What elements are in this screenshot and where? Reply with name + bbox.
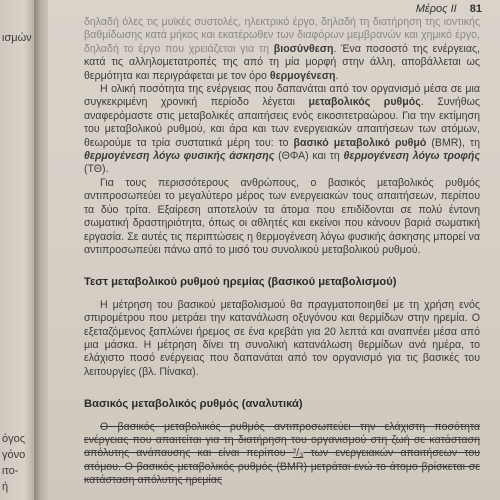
- page-content: [84, 16, 480, 488]
- running-head: [416, 3, 482, 15]
- heading-bmr-detailed: Βασικός μεταβολικός ρυθμός (αναλυτικά): [84, 398, 303, 411]
- book-page: [48, 0, 500, 500]
- left-page-fragment: ισμών: [2, 32, 32, 44]
- part-label: Μέρος ΙΙ: [415, 3, 457, 15]
- left-page-fragment: γόνο: [2, 449, 26, 461]
- paragraph-bmr-definition: Ο βασικός μεταβολικός ρυθμός αντιπροσωπεύει την ελάχιστη ποσότητα ενέργειας που απαιτείται για τη διατήρηση του οργανισμού στη ζωή σε κατάσταση απόλυτης ανάπαυσης και είναι περίπου ²/₃ των ενεργειακών απαιτήσεων του ατόμου. Ο βασικός μεταβολικός ρυθμός (BMR) μετράται ενώ το άτομο βρίσκεται σε κατάσταση απόλυτης ηρεμίας: [84, 420, 481, 487]
- paragraph-most-people: Για τους περισσότερους ανθρώπους, ο βασικός μεταβολικός ρυθμός αντιπροσωπεύει το μεγαλύτερο μέρος των ενεργειακών τους απαιτήσεων, περίπου τα δύο τρίτα. Εξαίρεση αποτελούν τα άτομα που επιδίδονται σε πολύ έντονη σωματική δραστηριότητα, όπως οι αθλητές και εκείνοι που κάνουν βαριά σωματική εργασία. Σε αυτές τις περιπτώσεις η θερμογένεση λόγω φυσικής άσκησης μπορεί να αντιπροσωπεύει πάνω από το μισό του συνολικού μεταβολικού ρυθμού.: [84, 176, 480, 256]
- left-page-fragment: όγος: [2, 433, 26, 445]
- left-page-edge: [0, 0, 34, 500]
- paragraph-energy-work: δηλαδή όλες τις μυϊκές συστολές, ηλεκτρικό έργο, δηλαδή τη διατήρηση της ιοντικής βαθμίδωσης κατά μήκος και εκατέρωθεν των διαφόρων μεμβρανών και χημικό έργο, δηλαδή το έργο που χρειάζεται για τη βιοσύνθεση. Ένα ποσοστό της ενέργειας, κατά τις αλληλομετατροπές της από τη μία μορφή στην άλλη, αποβάλλεται ως θερμότητα και περιγράφεται με τον όρο θερμογένεση.: [84, 16, 480, 82]
- left-page-fragment: ιτο-: [2, 465, 19, 477]
- paragraph-measurement: Η μέτρηση του βασικού μεταβολισμού θα πραγματοποιηθεί με τη χρήση ενός σπιρομέτρου που μετράει την κατανάλωση οξυγόνου και θερμίδων στην ηρεμία. Ο εξεταζόμενος ξαπλώνει ήρεμος σε ένα κρεβάτι για 20 λεπτά και αναπνέει μέσα από μια μάσκα. Η μέτρηση δίνει τη συνολική κατανάλωση θερμίδων ανά ημέρα, το ελάχιστο ποσό ενέργειας που δαπανάται από τον οργανισμό για τις βασικές του λειτουργίες (βλ. Πίνακα).: [84, 298, 480, 378]
- paragraph-metabolic-rate: Η ολική ποσότητα της ενέργειας που δαπανάται από τον οργανισμό μέσα σε μια συγκεκριμένη χρονική περίοδο λέγεται μεταβολικός ρυθμός. Συνήθως αναφερόμαστε στις μεταβολικές απαιτήσεις ενός εικοσιτετραώρου. Για την εκτίμηση του μεταβολικού ρυθμού, και άρα και των ενεργειακών απαιτήσεων των ατόμων, θεωρούμε τα τρία συστατικά μέρη του: το βασικό μεταβολικό ρυθμό (BMR), τη θερμογένεση λόγω φυσικής άσκησης (ΘΦΑ) και τη θερμογένεση λόγω τροφής (ΤΘ).: [84, 83, 480, 176]
- left-page-fragment: ή: [2, 481, 9, 493]
- book-gutter: [34, 0, 48, 500]
- heading-resting-test: Τεστ μεταβολικού ρυθμού ηρεμίας (βασικού μεταβολισμού): [84, 276, 397, 289]
- page-number: 81: [469, 3, 482, 15]
